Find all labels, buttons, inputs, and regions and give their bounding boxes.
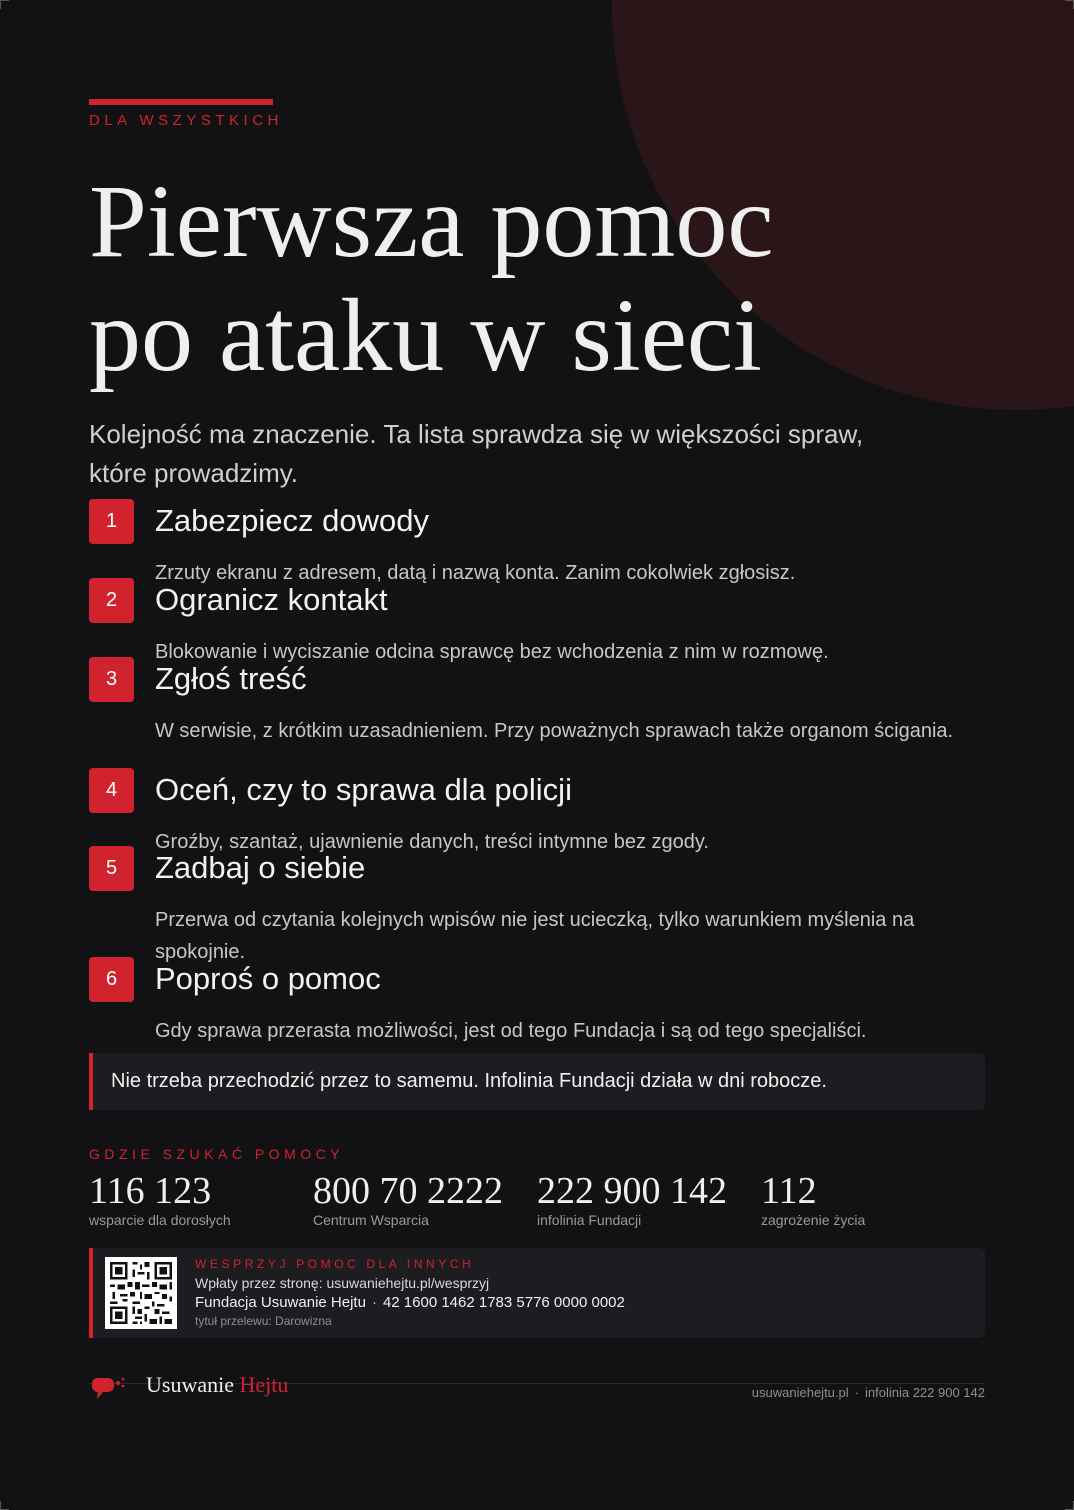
crop-mark bbox=[1065, 0, 1074, 9]
support-title: WESPRZYJ POMOC DLA INNYCH bbox=[195, 1257, 475, 1271]
step-title: Oceń, czy to sprawa dla policji bbox=[155, 772, 572, 807]
phone-number: 800 70 2222 bbox=[313, 1170, 503, 1212]
phone-number: 116 123 bbox=[89, 1170, 212, 1212]
step-title: Zgłoś treść bbox=[155, 661, 307, 696]
page-title bbox=[89, 165, 773, 393]
step-description: Groźby, szantaż, ujawnienie danych, treści intymne bez zgody. bbox=[155, 831, 709, 853]
bank-account-number: 42 1600 1462 1783 5776 0000 0002 bbox=[382, 1294, 625, 1311]
step-title: Ogranicz kontakt bbox=[155, 582, 388, 617]
phone-number: 112 bbox=[761, 1170, 817, 1212]
footer-website: usuwaniehejtu.pl bbox=[751, 1385, 849, 1400]
qr-code-icon bbox=[105, 1257, 177, 1329]
footer-hotline: infolinia 222 900 142 bbox=[865, 1385, 985, 1400]
title-line-2: po ataku w sieci bbox=[89, 278, 762, 393]
phone-entry bbox=[537, 1170, 757, 1228]
separator-dot: · bbox=[371, 1294, 377, 1311]
phone-entry bbox=[761, 1170, 981, 1228]
step-title: Zadbaj o siebie bbox=[155, 850, 366, 885]
step-description: Gdy sprawa przerasta możliwości, jest od tego Fundacja i są od tego specjaliści. bbox=[155, 1020, 867, 1042]
logo-word-2: Hejtu bbox=[239, 1372, 289, 1397]
title-line-1: Pierwsza pomoc bbox=[89, 164, 774, 279]
crop-mark bbox=[0, 1501, 9, 1510]
speech-bubble-logo-icon bbox=[92, 1374, 128, 1404]
organization-name: Fundacja Usuwanie Hejtu bbox=[195, 1294, 366, 1311]
phone-number: 222 900 142 bbox=[537, 1170, 727, 1212]
footer-contact bbox=[752, 1385, 985, 1400]
step-description: Przerwa od czytania kolejnych wpisów nie jest ucieczką, tylko warunkiem myślenia na spokojnie. bbox=[155, 909, 915, 963]
phone-caption: zagrożenie życia bbox=[761, 1212, 866, 1228]
step-number-badge: 6 bbox=[89, 957, 134, 1002]
donation-link-text: Wpłaty przez stronę: usuwaniehejtu.pl/wesprzyj bbox=[195, 1275, 490, 1291]
crop-mark bbox=[1065, 1501, 1074, 1510]
step-number-badge: 1 bbox=[89, 499, 134, 544]
eyebrow-label: DLA WSZYSTKICH bbox=[89, 112, 283, 129]
transfer-title: tytuł przelewu: Darowizna bbox=[195, 1314, 332, 1328]
step-number-badge: 4 bbox=[89, 768, 134, 813]
logo-word-1: Usuwanie bbox=[146, 1372, 234, 1397]
support-panel bbox=[89, 1248, 985, 1338]
bank-details bbox=[195, 1294, 625, 1311]
help-section-label: GDZIE SZUKAĆ POMOCY bbox=[89, 1146, 345, 1162]
accent-bar bbox=[89, 99, 273, 105]
step-description: Zrzuty ekranu z adresem, datą i nazwą konta. Zanim cokolwiek zgłosisz. bbox=[155, 562, 796, 584]
step-description: W serwisie, z krótkim uzasadnieniem. Przy poważnych sprawach także organom ścigania. bbox=[155, 720, 954, 742]
crop-mark bbox=[0, 0, 9, 9]
step-description: Blokowanie i wyciszanie odcina sprawcę bez wchodzenia z nim w rozmowę. bbox=[155, 641, 829, 663]
phone-entry bbox=[313, 1170, 533, 1228]
brand-logo bbox=[146, 1372, 288, 1398]
step-number-badge: 3 bbox=[89, 657, 134, 702]
step-number-badge: 2 bbox=[89, 578, 134, 623]
phone-caption: wsparcie dla dorosłych bbox=[89, 1212, 231, 1228]
separator-dot: · bbox=[854, 1385, 859, 1400]
step-title: Poproś o pomoc bbox=[155, 961, 381, 996]
intro-text: Kolejność ma znaczenie. Ta lista sprawdza się w większości spraw, które prowadzimy. bbox=[89, 419, 864, 488]
step-title: Zabezpiecz dowody bbox=[155, 503, 429, 538]
phone-entry bbox=[89, 1170, 309, 1228]
callout-note: Nie trzeba przechodzić przez to samemu. Infolinia Fundacji działa w dni robocze. bbox=[89, 1053, 985, 1110]
phone-caption: infolinia Fundacji bbox=[537, 1212, 642, 1228]
phone-caption: Centrum Wsparcia bbox=[313, 1212, 429, 1228]
step-number-badge: 5 bbox=[89, 846, 134, 891]
